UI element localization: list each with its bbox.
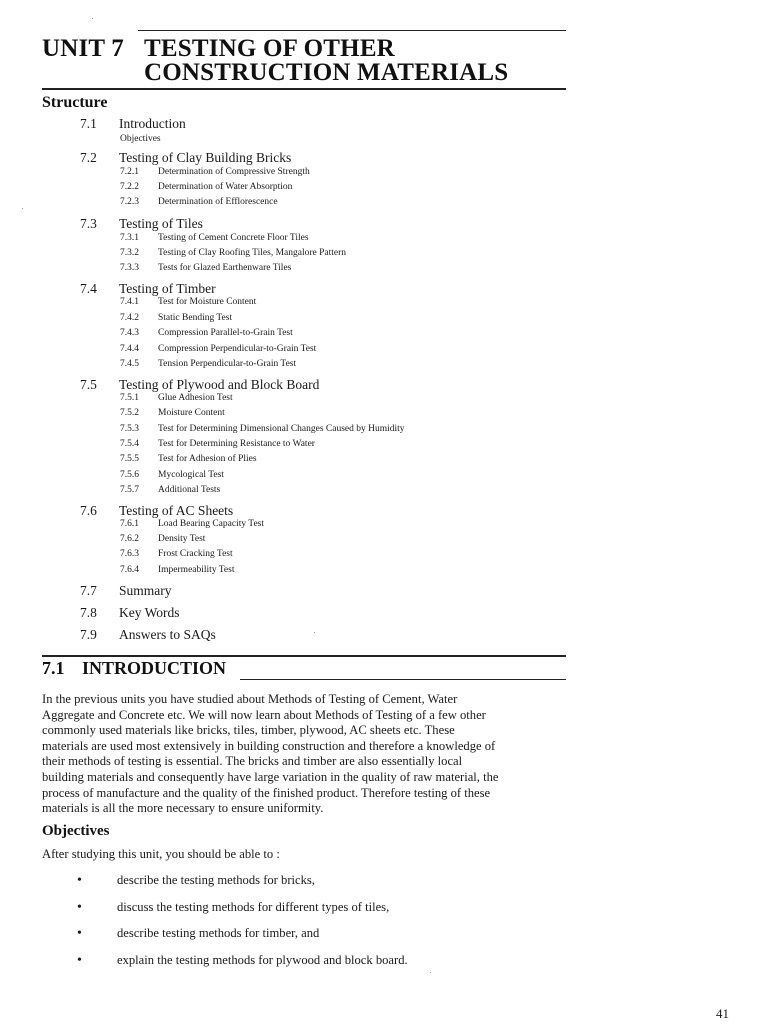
subsection-number: 7.6.4 — [120, 565, 139, 575]
introduction-heading — [42, 658, 226, 679]
subsection-number: 7.4.4 — [120, 344, 139, 354]
subsection-title: Density Test — [158, 534, 206, 544]
subsection-title: Glue Adhesion Test — [158, 393, 233, 403]
scan-speck — [314, 632, 315, 633]
bullet-icon: • — [77, 953, 82, 968]
subsection-title: Testing of Cement Concrete Floor Tiles — [158, 233, 309, 243]
subsection-number: 7.4.2 — [120, 313, 139, 323]
subsection-number: 7.5.4 — [120, 439, 139, 449]
scan-speck — [22, 208, 23, 209]
subsection-number: 7.2.1 — [120, 167, 139, 177]
subsection-title: Frost Cracking Test — [158, 549, 233, 559]
objectives-heading: Objectives — [42, 823, 110, 839]
objective-text: describe testing methods for timber, and — [117, 926, 320, 940]
subsection-number: 7.5.3 — [120, 424, 139, 434]
subsection-title: Test for Adhesion of Plies — [158, 454, 257, 464]
intro-rule-bottom — [240, 679, 566, 680]
subsection-title: Testing of Clay Roofing Tiles, Mangalore Pattern — [158, 248, 347, 258]
subsection-title: Impermeability Test — [158, 565, 235, 575]
subsection-title: Test for Determining Dimensional Changes Caused by Humidity — [158, 424, 405, 434]
unit-number: UNIT 7 — [42, 35, 125, 62]
subsection-number: 7.6.2 — [120, 534, 139, 544]
title-rule-thick — [42, 88, 566, 90]
subsection-number: 7.2.2 — [120, 182, 139, 192]
subsection-title: Test for Determining Resistance to Water — [158, 439, 315, 449]
subsection-title: Mycological Test — [158, 470, 224, 480]
subsection-title: Additional Tests — [158, 485, 221, 495]
subsection-title: Load Bearing Capacity Test — [158, 519, 265, 529]
subsection-number: 7.6.1 — [120, 519, 139, 529]
section-title: Key Words — [119, 605, 180, 620]
bullet-icon: • — [77, 900, 82, 915]
subsection-title: Static Bending Test — [158, 313, 233, 323]
section-number: 7.1 — [80, 116, 97, 131]
intro-rule-top — [42, 655, 566, 657]
section-title: Introduction — [119, 116, 186, 131]
section-number: 7.9 — [80, 627, 97, 642]
subsection-title: Tension Perpendicular-to-Grain Test — [158, 359, 297, 369]
structure-heading: Structure — [42, 94, 108, 111]
section-note: Objectives — [120, 134, 161, 144]
section-number: 7.8 — [80, 605, 97, 620]
unit-title-line-2: CONSTRUCTION MATERIALS — [144, 59, 509, 86]
subsection-number: 7.4.1 — [120, 297, 139, 307]
section-title: Answers to SAQs — [119, 627, 216, 642]
subsection-number: 7.4.5 — [120, 359, 139, 369]
page-number: 41 — [716, 1006, 729, 1021]
subsection-number: 7.5.7 — [120, 485, 139, 495]
subsection-number: 7.3.2 — [120, 248, 139, 258]
section-number: 7.5 — [80, 377, 97, 392]
subsection-title: Compression Parallel-to-Grain Test — [158, 328, 293, 338]
subsection-number: 7.5.5 — [120, 454, 139, 464]
bullet-icon: • — [77, 873, 82, 888]
subsection-title: Test for Moisture Content — [158, 297, 257, 307]
section-title: Testing of Plywood and Block Board — [119, 377, 320, 392]
section-title: Testing of Clay Building Bricks — [119, 150, 292, 165]
subsection-number: 7.4.3 — [120, 328, 139, 338]
section-number: 7.7 — [80, 583, 97, 598]
section-number: 7.6 — [80, 503, 97, 518]
subsection-number: 7.3.3 — [120, 263, 139, 273]
objective-text: describe the testing methods for bricks, — [117, 873, 315, 887]
subsection-title: Determination of Water Absorption — [158, 182, 293, 192]
subsection-title: Compression Perpendicular-to-Grain Test — [158, 344, 317, 354]
top-rule — [138, 30, 566, 31]
subsection-number: 7.5.6 — [120, 470, 139, 480]
scan-speck — [430, 972, 431, 973]
subsection-number: 7.3.1 — [120, 233, 139, 243]
subsection-title: Moisture Content — [158, 408, 225, 418]
bullet-icon: • — [77, 926, 82, 941]
subsection-title: Determination of Compressive Strength — [158, 167, 310, 177]
section-title: Summary — [119, 583, 172, 598]
introduction-paragraph: In the previous units you have studied about Methods of Testing of Cement, Water Aggregate and Concrete etc. We will now learn about Methods of Testing of a few other commonly used materials like bricks, tiles, timber, plywood, AC sheets etc. These materials are used most extensively in building construction and therefore a knowledge of their methods of testing is essential. The bricks and timber are also essentially local building materials and consequently have large variation in the quality of raw material, the process of manufacture and the quality of the finished product. Therefore testing of these materials is all the more necessary to ensure uniformity. — [42, 692, 499, 816]
section-number: 7.3 — [80, 216, 97, 231]
subsection-number: 7.2.3 — [120, 197, 139, 207]
section-number: 7.4 — [80, 281, 97, 296]
scan-speck — [92, 18, 93, 19]
subsection-title: Determination of Efflorescence — [158, 197, 278, 207]
objectives-intro: After studying this unit, you should be able to : — [42, 847, 280, 861]
introduction-title: INTRODUCTION — [82, 658, 227, 678]
section-title: Testing of Timber — [119, 281, 216, 296]
unit-title-line-1: TESTING OF OTHER — [144, 35, 395, 62]
objective-text: explain the testing methods for plywood and block board. — [117, 953, 408, 967]
subsection-number: 7.6.3 — [120, 549, 139, 559]
objective-text: discuss the testing methods for different types of tiles, — [117, 900, 390, 914]
section-number: 7.2 — [80, 150, 97, 165]
section-title: Testing of AC Sheets — [119, 503, 234, 518]
subsection-number: 7.5.2 — [120, 408, 139, 418]
section-title: Testing of Tiles — [119, 216, 203, 231]
subsection-title: Tests for Glazed Earthenware Tiles — [158, 263, 292, 273]
subsection-number: 7.5.1 — [120, 393, 139, 403]
introduction-number: 7.1 — [42, 658, 65, 678]
